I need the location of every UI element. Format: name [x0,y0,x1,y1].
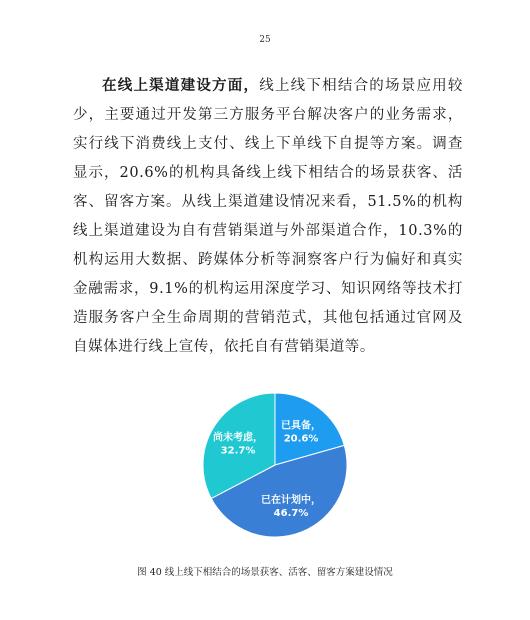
pie-slice-category-label: 已具备， [281,420,322,432]
pie-chart [200,385,350,545]
page-number: 25 [259,35,271,45]
figure-caption: 图 40 线上线下相结合的场景获客、活客、留客方案建设情况 [137,567,393,578]
paragraph-lead: 在线上渠道建设方面， [102,78,260,94]
body-paragraph [73,72,463,362]
pie-chart-svg [200,385,350,545]
pie-slice-value-label: 20.6% [283,433,319,445]
paragraph-body: 线上线下相结合的场景应用较少，主要通过开发第三方服务平台解决客户的业务需求，实行线下消费线上支付、线上下单线下自提等方案。调查显示，20.6%的机构具备线上线下相结合的场景获客、活客、留客方案。从线上渠道建设情况来看，51.5%的机构线上渠道建设为自有营销渠道与外部渠道合作，10.3%的机构运用大数据、跨媒体分析等洞察客户行为偏好和真实金融需求，9.1%的机构运用深度学习、知识网络等技术打造服务客户全生命周期的营销范式，其他包括通过官网及自媒体进行线上宣传，依托自有营销渠道等。 [73,78,463,355]
pie-slice-value-label: 32.7% [220,445,256,457]
pie-slice-category-label: 已在计划中， [261,495,322,507]
pie-slice-category-label: 尚未考虑， [213,432,264,444]
pie-slice-value-label: 46.7% [273,508,309,520]
